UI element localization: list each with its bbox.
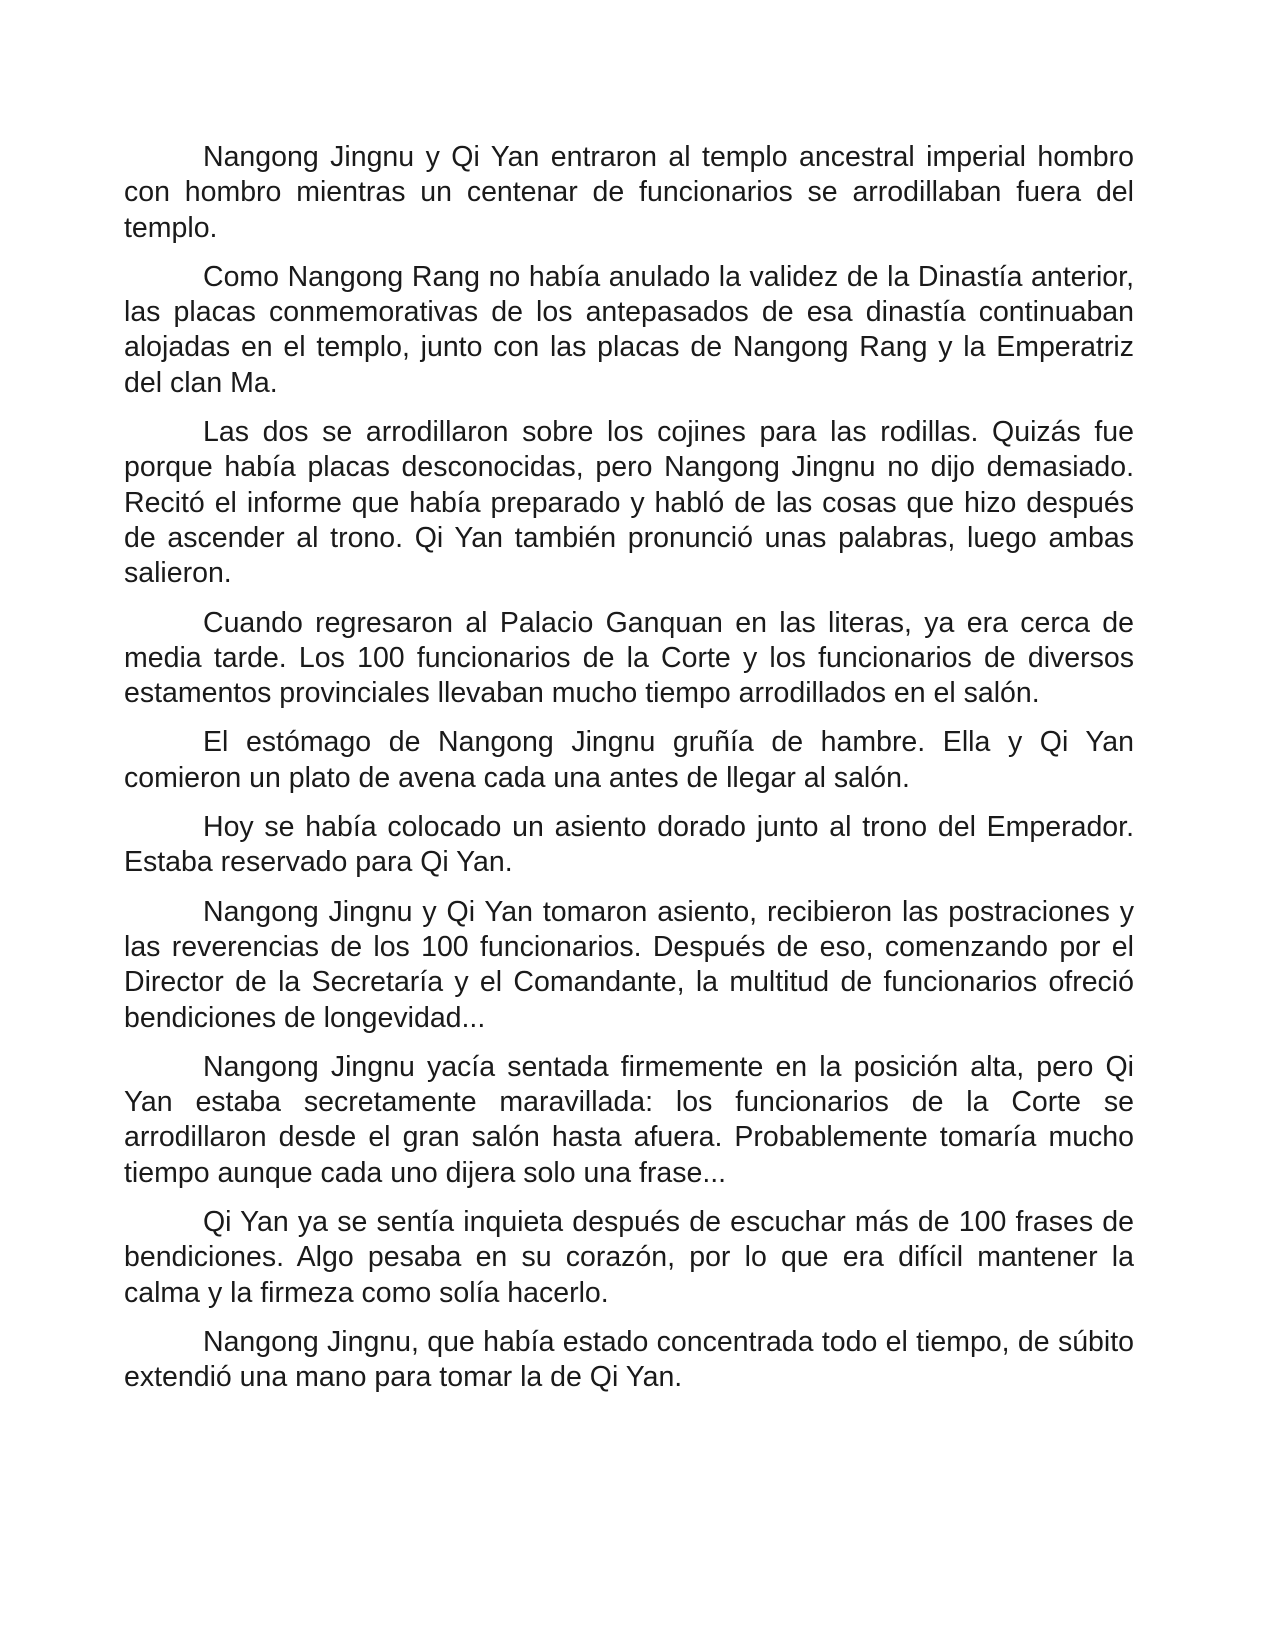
paragraph-7: Nangong Jingnu y Qi Yan tomaron asiento, recibieron las postraciones y las reverencias de los 100 funcionarios. Después de eso, comenzando por el Director de la Secretaría y el Comandante, la multitud de funcionarios ofreció bendiciones de longevidad... bbox=[124, 895, 1134, 1034]
paragraph-5: El estómago de Nangong Jingnu gruñía de hambre. Ella y Qi Yan comieron un plato de avena cada una antes de llegar al salón. bbox=[124, 726, 1134, 794]
paragraph-3: Las dos se arrodillaron sobre los cojines para las rodillas. Quizás fue porque había placas desconocidas, pero Nangong Jingnu no dijo demasiado. Recitó el informe que había preparado y habló de las cosas que hizo después de ascender al trono. Qi Yan también pronunció unas palabras, luego ambas salieron. bbox=[124, 416, 1134, 590]
body-text bbox=[124, 140, 1134, 1410]
paragraph-4: Cuando regresaron al Palacio Ganquan en las literas, ya era cerca de media tarde. Los 100 funcionarios de la Corte y los funcionarios de diversos estamentos provinciales llevaban mucho tiempo arrodillados en el salón. bbox=[124, 606, 1134, 710]
paragraph-8: Nangong Jingnu yacía sentada firmemente en la posición alta, pero Qi Yan estaba secretamente maravillada: los funcionarios de la Corte se arrodillaron desde el gran salón hasta afuera. Probablemente tomaría mucho tiempo aunque cada uno dijera solo una frase... bbox=[124, 1050, 1134, 1189]
paragraph-6: Hoy se había colocado un asiento dorado junto al trono del Emperador. Estaba reservado para Qi Yan. bbox=[124, 811, 1134, 879]
paragraph-1: Nangong Jingnu y Qi Yan entraron al templo ancestral imperial hombro con hombro mientras un centenar de funcionarios se arrodillaban fuera del templo. bbox=[124, 141, 1134, 244]
paragraph-9: Qi Yan ya se sentía inquieta después de escuchar más de 100 frases de bendiciones. Algo pesaba en su corazón, por lo que era difícil mantener la calma y la firmeza como solía hacerlo. bbox=[124, 1206, 1134, 1309]
paragraph-10: Nangong Jingnu, que había estado concentrada todo el tiempo, de súbito extendió una mano para tomar la de Qi Yan. bbox=[124, 1325, 1134, 1394]
paragraph-2: Como Nangong Rang no había anulado la validez de la Dinastía anterior, las placas conmemorativas de los antepasados de esa dinastía continuaban alojadas en el templo, junto con las placas de Nangong Rang y la Emperatriz del clan Ma. bbox=[124, 260, 1134, 399]
